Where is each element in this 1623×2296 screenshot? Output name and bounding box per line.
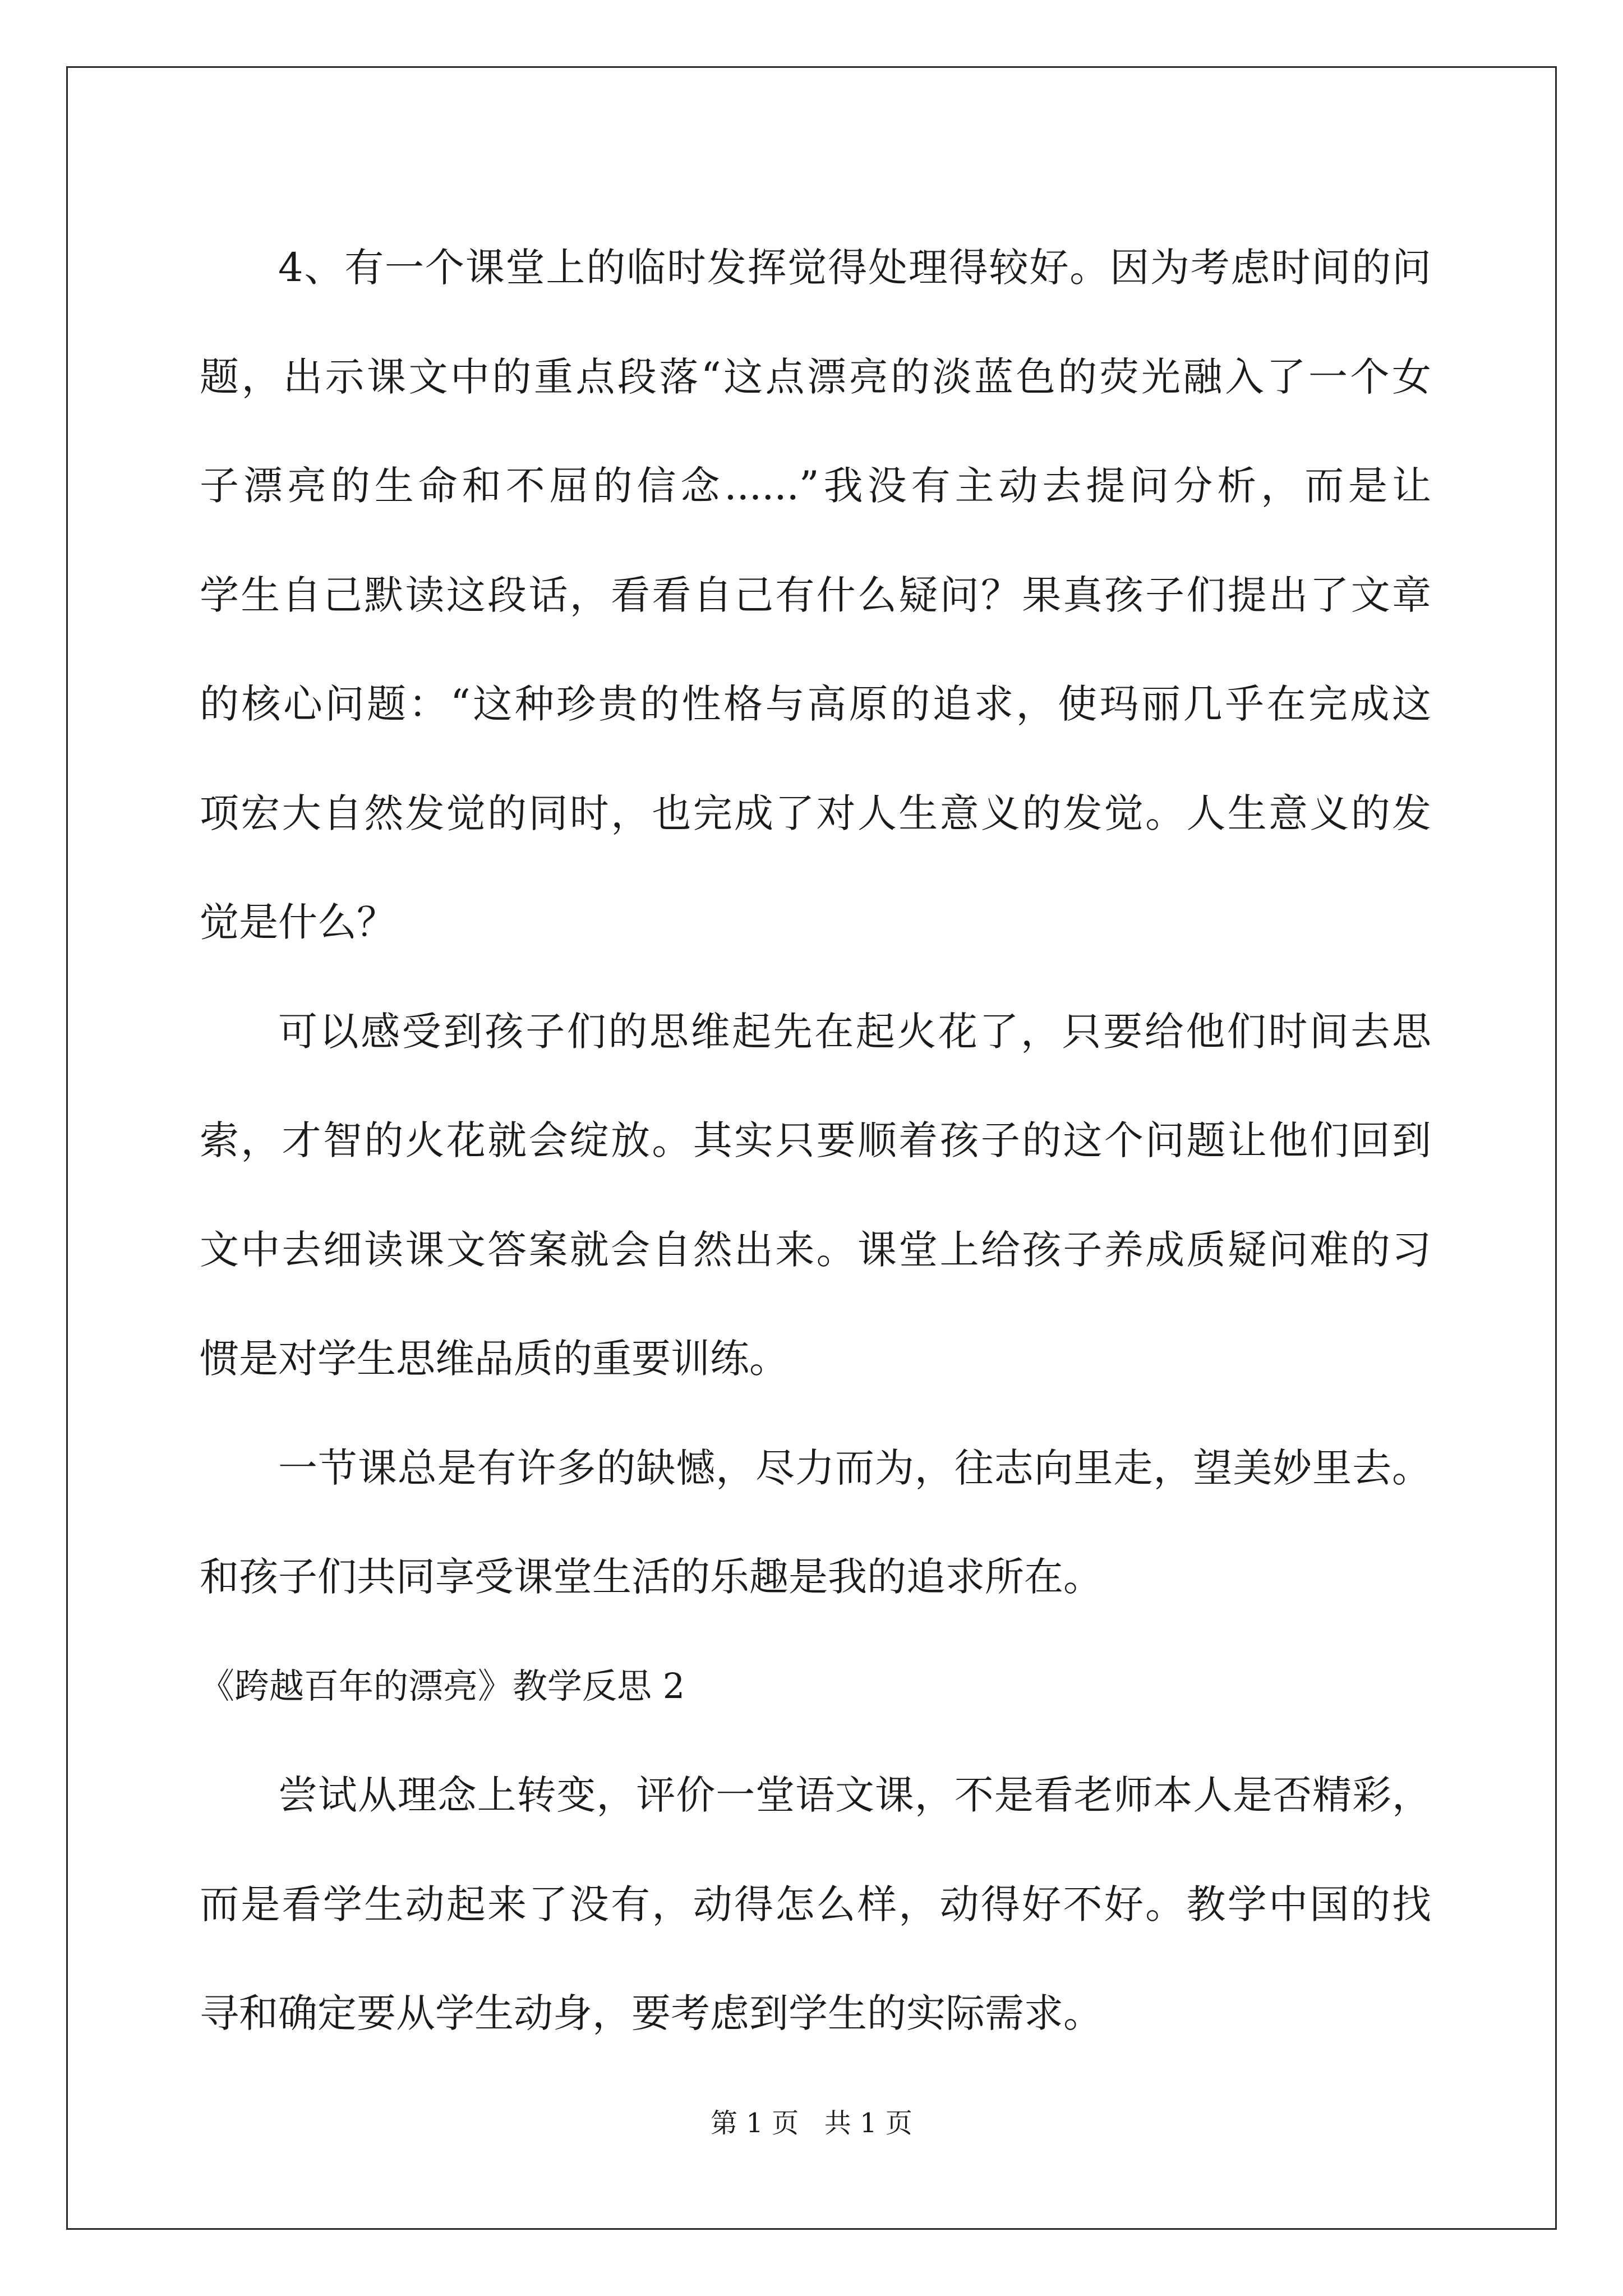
paragraph-line: 题，出示课文中的重点段落“这点漂亮的淡蓝色的荧光融入了一个女: [200, 353, 1431, 400]
paragraph-line: 4、有一个课堂上的临时发挥觉得处理得较好。因为考虑时间的问: [278, 245, 1431, 291]
paragraph-line: 文中去细读课文答案就会自然出来。课堂上给孩子养成质疑问难的习: [200, 1226, 1431, 1273]
section-heading: 《跨越百年的漂亮》教学反思 2: [200, 1665, 685, 1706]
paragraph-line: 学生自己默读这段话，看看自己有什么疑问？果真孩子们提出了文章: [200, 572, 1431, 618]
paragraph-line: 项宏大自然发觉的同时，也完成了对人生意义的发觉。人生意义的发: [200, 790, 1431, 836]
paragraph-line: 可以感受到孩子们的思维起先在起火花了，只要给他们时间去思: [278, 1008, 1431, 1055]
paragraph-line: 索，才智的火花就会绽放。其实只要顺着孩子的这个问题让他们回到: [200, 1117, 1431, 1163]
paragraph-line: 惯是对学生思维品质的重要训练。: [200, 1336, 789, 1382]
paragraph-line: 子漂亮的生命和不屈的信念......”我没有主动去提问分析，而是让: [200, 463, 1431, 509]
paragraph-line: 和孩子们共同享受课堂生活的乐趣是我的追求所在。: [200, 1554, 1103, 1600]
paragraph-line: 寻和确定要从学生动身，要考虑到学生的实际需求。: [200, 1990, 1103, 2036]
document-body: [200, 213, 1431, 2068]
paragraph-line: 而是看学生动起来了没有，动得怎么样，动得好不好。教学中国的找: [200, 1881, 1431, 1927]
page-number-footer: 第 1 页 共 1 页: [711, 2108, 912, 2139]
paragraph-line: 的核心问题：“这种珍贵的性格与高原的追求，使玛丽几乎在完成这: [200, 681, 1431, 727]
paragraph-4: [200, 1741, 1431, 2068]
paragraph-line: 一节课总是有许多的缺憾，尽力而为，往志向里走，望美妙里去。: [278, 1444, 1431, 1491]
paragraph-3: [200, 1414, 1431, 1632]
paragraph-1: [200, 213, 1431, 977]
paragraph-line: 尝试从理念上转变，评价一堂语文课，不是看老师本人是否精彩，: [278, 1772, 1431, 1818]
paragraph-2: [200, 977, 1431, 1414]
paragraph-line: 觉是什么？: [200, 899, 396, 945]
